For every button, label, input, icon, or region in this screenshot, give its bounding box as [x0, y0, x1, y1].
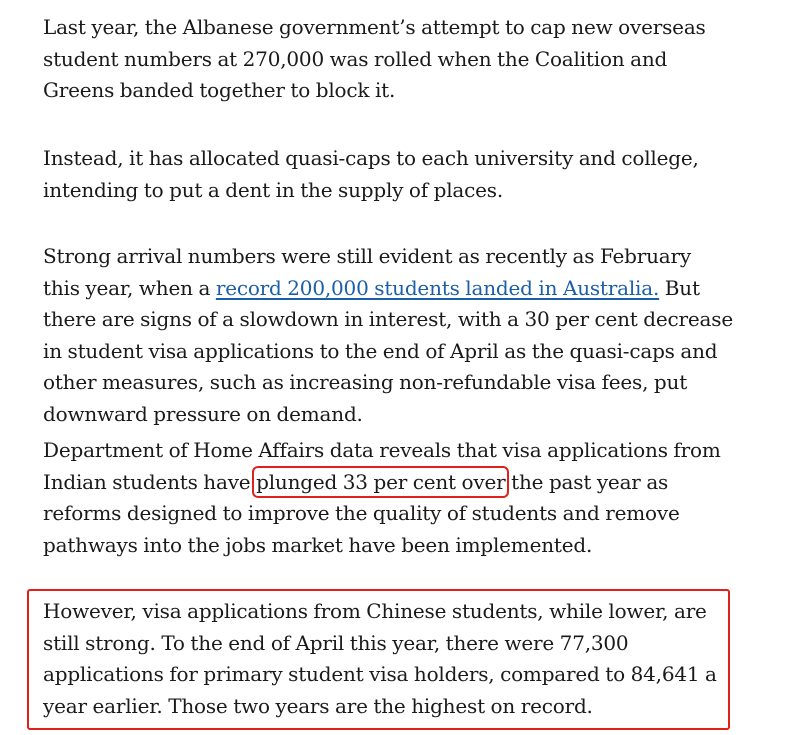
paragraph-quasi-caps: Instead, it has allocated quasi-caps to each university and college, intending to put a dent in the supply of places. [43, 146, 699, 202]
paragraph-chinese-applications: However, visa applications from Chinese students, while lower, are still strong. To the end of April this year, there were 77,300 applications for primary student visa holders, compared to 84,641 a year earlier. Those two years are the highest on record. [43, 599, 717, 718]
paragraph-text-before-link: Strong arrival numbers were still evident as recently as February this year, when a [43, 244, 691, 300]
record-arrivals-link[interactable]: record 200,000 students landed in Australia. [215, 275, 660, 300]
paragraph-text-before-highlight: Department of Home Affairs data reveals that visa applications from Indian students have [43, 438, 721, 494]
highlighted-phrase: plunged 33 per cent over [256, 469, 506, 494]
paragraph-arrival-numbers [43, 241, 733, 430]
paragraph-text-after-link: But there are signs of a slowdown in interest, with a 30 per cent decrease in student visa applications to the end of April as the quasi-caps and other measures, such as increasing non-refundable visa fees, put downward pressure on demand. [43, 275, 733, 426]
paragraph-indian-applications [43, 435, 733, 561]
paragraph-text-after-highlight: the past year as reforms designed to improve the quality of students and remove pathways into the jobs market have been implemented. [43, 469, 680, 557]
paragraph-cap-rolled: Last year, the Albanese government’s attempt to cap new overseas student numbers at 270,000 was rolled when the Coalition and Greens banded together to block it. [43, 15, 706, 102]
